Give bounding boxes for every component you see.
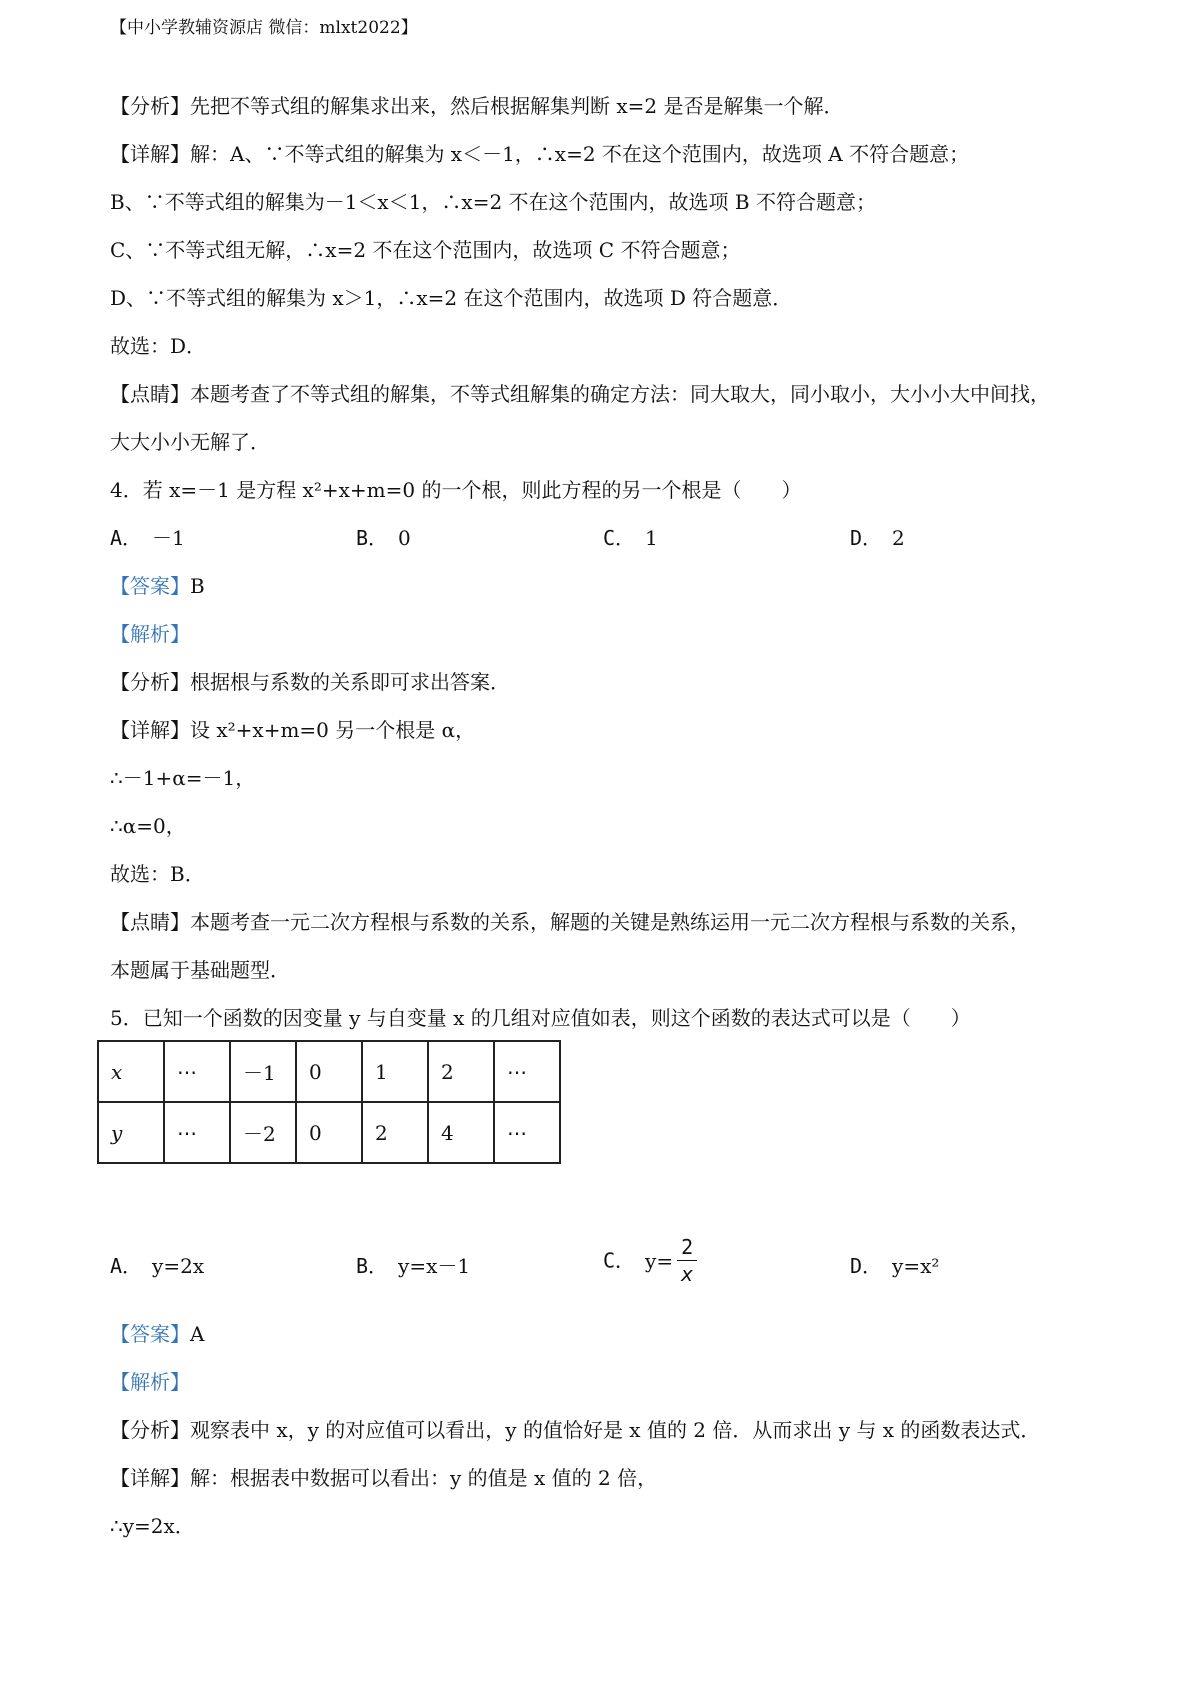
- q3-comment-cont: 大大小小无解了．: [110, 430, 270, 454]
- q4-comment-text: 本题考查一元二次方程根与系数的关系，解题的关键是熟练运用一元二次方程根与系数的关系，: [190, 910, 1030, 934]
- q5-option-b: [356, 1252, 470, 1280]
- q5-answer-value: A: [190, 1322, 205, 1346]
- q4-option-b: [356, 524, 411, 552]
- table-cell: 2: [428, 1041, 494, 1102]
- q5-analysis-tag: 【分析】: [110, 1418, 190, 1442]
- q3-detail-tag: 【详解】: [110, 142, 190, 166]
- q3-detail-a-text: 解：A、∵不等式组的解集为 x＜－1，∴x=2 不在这个范围内，故选项 A 不符合题意；: [190, 142, 970, 166]
- option-value: y=x－1: [398, 1254, 471, 1278]
- q4-detail: [110, 716, 475, 744]
- table-cell: y: [98, 1102, 164, 1163]
- q5-stem: 5．已知一个函数的因变量 y 与自变量 x 的几组对应值如表，则这个函数的表达式可以是（ ）: [110, 1006, 971, 1030]
- table-cell: ⋯: [164, 1041, 230, 1102]
- q3-comment: [110, 380, 1050, 408]
- option-value: －1: [152, 526, 185, 550]
- q5-option-d: [850, 1252, 939, 1280]
- table-cell: 0: [296, 1041, 362, 1102]
- table-cell: 1: [362, 1041, 428, 1102]
- option-value: 2: [892, 526, 905, 550]
- q4-comment: [110, 908, 1030, 936]
- q4-detail-tag: 【详解】: [110, 718, 190, 742]
- q5-answer-tag: 【答案】: [110, 1322, 190, 1346]
- q3-detail-d: D、∵不等式组的解集为 x＞1，∴x=2 在这个范围内，故选项 D 符合题意．: [110, 286, 793, 310]
- option-label: D．: [850, 1254, 883, 1278]
- q4-option-a: [110, 524, 185, 552]
- option-label: A．: [110, 526, 143, 550]
- q4-analysis: [110, 668, 510, 696]
- option-value: y=x²: [892, 1254, 940, 1278]
- q3-choose: 故选：D．: [110, 334, 207, 358]
- q5-analysis: [110, 1416, 1040, 1444]
- q3-comment-tag: 【点睛】: [110, 382, 190, 406]
- q5-detail: [110, 1464, 657, 1492]
- q4-answer-tag: 【答案】: [110, 574, 190, 598]
- q4-explain-tag: 【解析】: [110, 622, 190, 646]
- table-cell: x: [98, 1041, 164, 1102]
- q4-detail-3: ∴α=0，: [110, 814, 186, 838]
- table-cell: －2: [230, 1102, 296, 1163]
- q5-detail-2: ∴y=2x．: [110, 1514, 195, 1538]
- table-cell: ⋯: [494, 1102, 560, 1163]
- q4-comment-cont: 本题属于基础题型．: [110, 958, 290, 982]
- option-label: A．: [110, 1254, 143, 1278]
- table-cell: 2: [362, 1102, 428, 1163]
- table-cell: ⋯: [164, 1102, 230, 1163]
- q3-analysis: [110, 92, 843, 120]
- fraction-numerator: 2: [677, 1234, 697, 1261]
- q4-detail-2: ∴－1+α=－1，: [110, 766, 256, 790]
- q4-answer-value: B: [190, 574, 205, 598]
- q5-detail-tag: 【详解】: [110, 1466, 190, 1490]
- option-label: C．: [603, 1248, 636, 1273]
- option-label: C．: [603, 526, 636, 550]
- q5-detail-1: 解：根据表中数据可以看出：y 的值是 x 值的 2 倍，: [190, 1466, 658, 1490]
- q3-analysis-tag: 【分析】: [110, 94, 190, 118]
- q5-option-c: [603, 1234, 697, 1287]
- q3-detail-a: [110, 140, 969, 168]
- fraction: [677, 1234, 697, 1287]
- table-cell: －1: [230, 1041, 296, 1102]
- table-cell: ⋯: [494, 1041, 560, 1102]
- q3-comment-text: 本题考查了不等式组的解集，不等式组解集的确定方法：同大取大，同小取小，大小小大中间找，: [190, 382, 1050, 406]
- option-value: 1: [645, 526, 658, 550]
- table-cell: 4: [428, 1102, 494, 1163]
- table-row: [98, 1102, 560, 1163]
- fraction-denominator: x: [681, 1262, 694, 1286]
- q4-comment-tag: 【点睛】: [110, 910, 190, 934]
- table-row: [98, 1041, 560, 1102]
- q5-option-a: [110, 1252, 204, 1280]
- q4-answer: [110, 572, 205, 600]
- q5-explain-tag: 【解析】: [110, 1370, 190, 1394]
- option-value: 0: [398, 526, 411, 550]
- q5-analysis-text: 观察表中 x，y 的对应值可以看出，y 的值恰好是 x 值的 2 倍．从而求出 y 与 x 的函数表达式．: [190, 1418, 1041, 1442]
- option-label: B．: [356, 526, 389, 550]
- q4-stem: 4．若 x=－1 是方程 x²+x+m=0 的一个根，则此方程的另一个根是（ ）: [110, 478, 802, 502]
- q5-answer: [110, 1320, 204, 1348]
- option-value: y=2x: [152, 1254, 205, 1278]
- q4-choose: 故选：B．: [110, 862, 205, 886]
- option-label: D．: [850, 526, 883, 550]
- q3-detail-c: C、∵不等式组无解，∴x=2 不在这个范围内，故选项 C 不符合题意；: [110, 238, 741, 262]
- q4-analysis-tag: 【分析】: [110, 670, 190, 694]
- value-table: [97, 1040, 561, 1164]
- q4-detail-1: 设 x²+x+m=0 另一个根是 α，: [190, 718, 476, 742]
- q3-analysis-text: 先把不等式组的解集求出来，然后根据解集判断 x=2 是否是解集一个解．: [190, 94, 844, 118]
- option-value: y=: [645, 1248, 674, 1273]
- q4-option-d: [850, 524, 905, 552]
- q3-detail-b: B、∵不等式组的解集为－1＜x＜1，∴x=2 不在这个范围内，故选项 B 不符合题意；: [110, 190, 876, 214]
- header-watermark: 【中小学教辅资源店 微信：mlxt2022】: [110, 18, 418, 38]
- q4-analysis-text: 根据根与系数的关系即可求出答案．: [190, 670, 510, 694]
- table-cell: 0: [296, 1102, 362, 1163]
- option-label: B．: [356, 1254, 389, 1278]
- q4-option-c: [603, 524, 658, 552]
